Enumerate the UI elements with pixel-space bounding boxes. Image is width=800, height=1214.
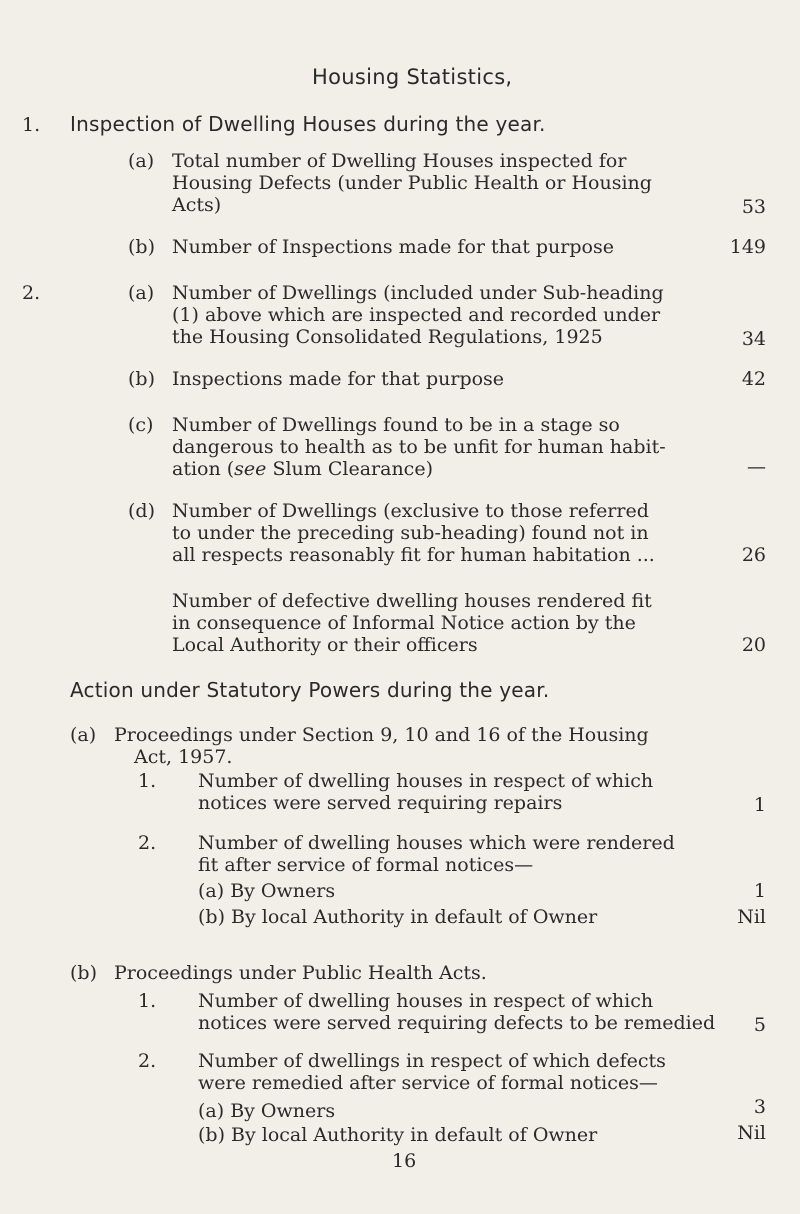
action-b-owners-value: 3 [753, 1096, 766, 1118]
action-a-item2-number: 2. [138, 832, 157, 854]
item-2b-label: (b) [128, 368, 155, 390]
item-2a-line-1: Number of Dwellings (included under Sub-heading [172, 282, 664, 304]
action-a-owners-label: (a) By Owners [198, 880, 336, 902]
informal-line-3: Local Authority or their officers [172, 634, 478, 656]
action-b-label: (b) [70, 962, 97, 984]
section-2-number: 2. [22, 282, 41, 304]
action-a-owners-value: 1 [753, 880, 766, 902]
item-2c-label: (c) [128, 414, 154, 436]
action-a-item1-number: 1. [138, 770, 157, 792]
informal-value: 20 [741, 634, 766, 656]
page-title: Housing Statistics, [312, 65, 513, 89]
item-2a-label: (a) [128, 282, 155, 304]
action-a-authority-label: (b) By local Authority in default of Owner [198, 906, 598, 928]
action-b-authority-label: (b) By local Authority in default of Owner [198, 1124, 598, 1146]
item-2c-line-1: Number of Dwellings found to be in a stage so [172, 414, 620, 436]
action-b-item1-number: 1. [138, 990, 157, 1012]
item-2d-line-3: all respects reasonably fit for human habitation ... [172, 544, 655, 566]
item-2b-value: 42 [741, 368, 766, 390]
item-2a-value: 34 [741, 328, 766, 350]
action-b-item2-number: 2. [138, 1050, 157, 1072]
item-2d-line-2: to under the preceding sub-heading) found not in [172, 522, 649, 544]
item-2d-line-1: Number of Dwellings (exclusive to those referred [172, 500, 649, 522]
action-a-line-1: Proceedings under Section 9, 10 and 16 of the Housing [114, 724, 649, 746]
informal-line-2: in consequence of Informal Notice action by the [172, 612, 636, 634]
action-a-item2-line-1: Number of dwelling houses which were rendered [198, 832, 675, 854]
action-b-item1-value: 5 [753, 1014, 766, 1036]
action-a-item1-line-2: notices were served requiring repairs [198, 792, 563, 814]
action-b-item2-line-2: were remedied after service of formal notices— [198, 1072, 658, 1094]
section-1-heading: Inspection of Dwelling Houses during the year. [70, 112, 546, 136]
item-1b-label: (b) [128, 236, 155, 258]
action-a-label: (a) [70, 724, 97, 746]
item-1a-line-3: Acts) [172, 194, 222, 216]
item-2a-line-2: (1) above which are inspected and recorded under [172, 304, 661, 326]
action-b-item2-line-1: Number of dwellings in respect of which defects [198, 1050, 666, 1072]
action-b-authority-value: Nil [737, 1122, 766, 1144]
action-b-line-1: Proceedings under Public Health Acts. [114, 962, 487, 984]
page-number: 16 [392, 1150, 417, 1172]
item-2a-line-3: the Housing Consolidated Regulations, 1925 [172, 326, 603, 348]
item-2c-line-2: dangerous to health as to be unfit for human habit- [172, 436, 666, 458]
item-1b-line-1: Number of Inspections made for that purpose [172, 236, 614, 258]
item-1a-line-1: Total number of Dwelling Houses inspected for [172, 150, 627, 172]
item-2b-line-1: Inspections made for that purpose [172, 368, 505, 390]
item-2c-value: — [747, 456, 766, 478]
action-heading: Action under Statutory Powers during the year. [70, 678, 550, 702]
action-a-authority-value: Nil [737, 906, 766, 928]
action-a-line-2: Act, 1957. [134, 746, 233, 768]
informal-line-1: Number of defective dwelling houses rendered fit [172, 590, 652, 612]
action-b-item1-line-1: Number of dwelling houses in respect of which [198, 990, 654, 1012]
action-a-item1-value: 1 [753, 794, 766, 816]
item-1a-value: 53 [741, 196, 766, 218]
item-2c-line-3 [172, 458, 433, 480]
item-1a-label: (a) [128, 150, 155, 172]
item-2c-line-3-start: ation ( [172, 458, 235, 480]
item-2c-line-3-end: Slum Clearance) [266, 458, 433, 480]
item-2c-see: see [234, 458, 267, 480]
action-b-item1-line-2: notices were served requiring defects to be remedied [198, 1012, 716, 1034]
item-1a-line-2: Housing Defects (under Public Health or Housing [172, 172, 652, 194]
action-a-item1-line-1: Number of dwelling houses in respect of which [198, 770, 654, 792]
item-2d-label: (d) [128, 500, 155, 522]
item-1b-value: 149 [729, 236, 766, 258]
action-a-item2-line-2: fit after service of formal notices— [198, 854, 534, 876]
section-1-number: 1. [22, 114, 41, 136]
action-b-owners-label: (a) By Owners [198, 1100, 336, 1122]
item-2d-value: 26 [741, 544, 766, 566]
